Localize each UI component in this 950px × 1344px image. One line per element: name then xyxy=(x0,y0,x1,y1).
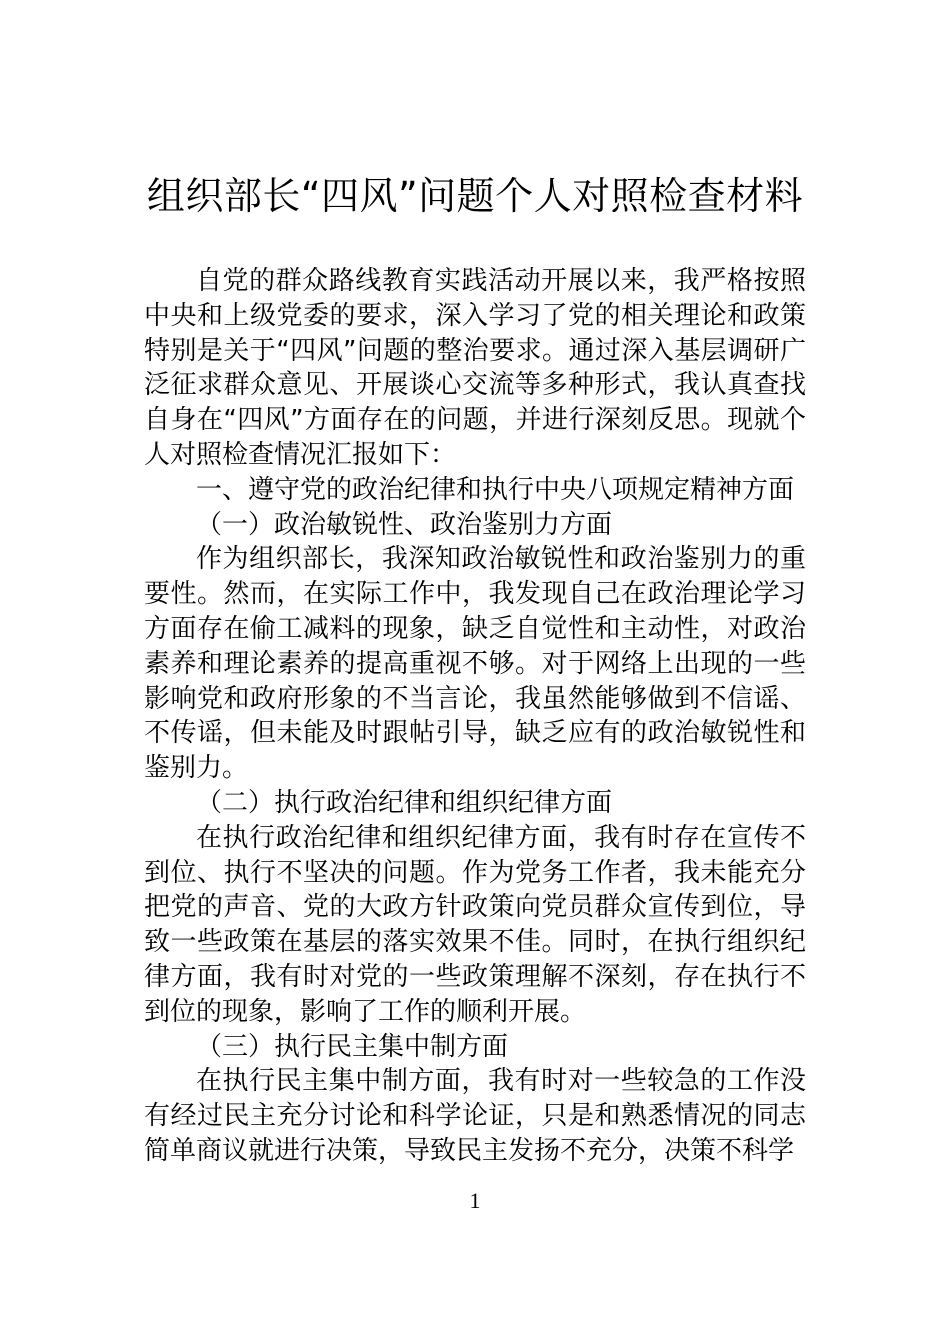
subsection-heading-1: （一）政治敏锐性、政治鉴别力方面 xyxy=(196,509,613,540)
paragraph-intro: 自党的群众路线教育实践活动开展以来，我严格按照中央和上级党委的要求，深入学习了党的相关理论和政策特别是关于“四风”问题的整治要求。通过深入基层调研广泛征求群众意见、开展谈心交流等多种形式，我认真查找自身在“四风”方面存在的问题，并进行深刻反思。现就个人对照检查情况汇报如下： xyxy=(144,266,806,470)
document-title: 组织部长“四风”问题个人对照检查材料 xyxy=(146,174,804,218)
paragraph-political-sensitivity: 作为组织部长，我深知政治敏锐性和政治鉴别力的重要性。然而，在实际工作中，我发现自己在政治理论学习方面存在偷工减料的现象，缺乏自觉性和主动性，对政治素养和理论素养的提高重视不够。对于网络上出现的一些影响党和政府形象的不当言论，我虽然能够做到不信谣、不传谣，但未能及时跟帖引导，缺乏应有的政治敏锐性和鉴别力。 xyxy=(144,544,806,784)
section-heading-1: 一、遵守党的政治纪律和执行中央八项规定精神方面 xyxy=(196,474,795,505)
document-body xyxy=(144,264,806,1169)
subsection-heading-2: （二）执行政治纪律和组织纪律方面 xyxy=(196,787,613,818)
paragraph-discipline: 在执行政治纪律和组织纪律方面，我有时存在宣传不到位、执行不坚决的问题。作为党务工作者，我未能充分把党的声音、党的大政方针政策向党员群众宣传到位，导致一些政策在基层的落实效果不佳。同时，在执行组织纪律方面，我有时对党的一些政策理解不深刻，存在执行不到位的现象，影响了工作的顺利开展。 xyxy=(144,822,806,1027)
paragraph-democratic-centralism: 在执行民主集中制方面，我有时对一些较急的工作没有经过民主充分讨论和科学论证，只是和熟悉情况的同志简单商议就进行决策，导致民主发扬不充分，决策不科学 xyxy=(144,1066,806,1166)
subsection-heading-3: （三）执行民主集中制方面 xyxy=(196,1031,509,1062)
page-number: 1 xyxy=(469,1188,481,1213)
